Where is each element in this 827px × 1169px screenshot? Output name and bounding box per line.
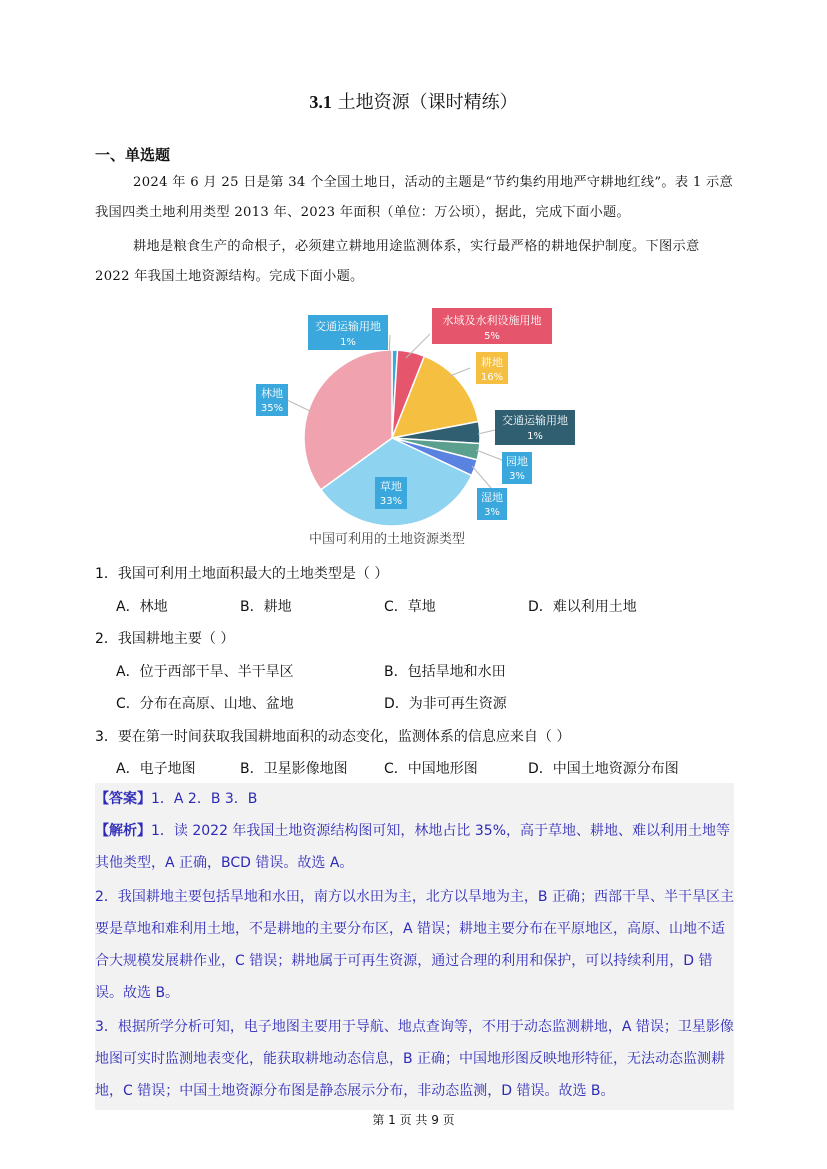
label-text: 湿地: [481, 491, 503, 504]
label-text: 园地: [506, 455, 528, 468]
question-2-option-c[interactable]: C．分布在高原、山地、盆地: [116, 696, 294, 712]
page-footer: 第 1 页 共 9 页: [372, 1113, 455, 1127]
label-pct: 3%: [484, 507, 500, 518]
analysis-3: 3．根据所学分析可知，电子地图主要用于导航、地点查询等，不用于动态监测耕地，A 错误；卫星影像地图可实时监测地表变化，能获取耕地动态信息，B 正确；中国地形图反映地形特征，无法动态监测耕地，C 错误；中国土地资源分布图是静态展示分布，非动态监测，D 错误。故选 B。: [95, 1019, 734, 1099]
label-pct: 16%: [480, 372, 504, 383]
answer-line: [95, 783, 735, 815]
leader-line: [450, 368, 470, 376]
question-1-option-b[interactable]: B．耕地: [240, 599, 292, 615]
question-3-stem: 3．要在第一时间获取我国耕地面积的动态变化，监测体系的信息应来自（ ）: [95, 729, 571, 745]
label-pct: 5%: [484, 331, 500, 342]
analysis-1-text: 1．读 2022 年我国土地资源结构图可知，林地占比 35%，高于草地、耕地、难以利用土地等其他类型，A 正确，BCD 错误。故选 A。: [95, 823, 731, 871]
label-grassland: [375, 477, 407, 509]
answer-tag: 【答案】: [95, 791, 151, 807]
label-text: 交通运输用地: [315, 320, 381, 333]
question-3-option-b[interactable]: B．卫星影像地图: [240, 761, 348, 777]
analysis-tag: 【解析】: [95, 823, 151, 839]
label-pct: 3%: [509, 471, 525, 482]
pie-chart: [240, 300, 600, 552]
label-orchard: [502, 452, 532, 484]
title-text: 土地资源（课时精练）: [331, 92, 518, 113]
title-number: 3.1: [309, 92, 332, 112]
question-1-option-d[interactable]: D．难以利用土地: [528, 599, 637, 615]
label-pct: 35%: [260, 403, 284, 414]
question-3-option-c[interactable]: C．中国地形图: [384, 761, 478, 777]
answer-text: 1．A 2．B 3．B: [151, 791, 258, 807]
label-cropland: [476, 352, 508, 384]
label-water: [432, 308, 552, 344]
label-transport-right: [495, 410, 575, 445]
question-2-option-a[interactable]: A．位于西部干旱、半干旱区: [116, 664, 294, 680]
label-text: 草地: [380, 480, 402, 493]
question-3-option-d[interactable]: D．中国土地资源分布图: [528, 761, 679, 777]
label-text: 水域及水利设施用地: [442, 314, 542, 327]
analysis-2: 2．我国耕地主要包括旱地和水田，南方以水田为主，北方以旱地为主，B 正确；西部干旱、半干旱区主要是草地和难利用土地，不是耕地的主要分布区，A 错误；耕地主要分布在平原地区，高原、山地不适合大规模发展耕作业，C 错误；耕地属于可再生资源，通过合理的利用和保护，可以持续利用，D 错误。故选 B。: [95, 889, 734, 1001]
question-1-stem: 1．我国可利用土地面积最大的土地类型是（ ）: [95, 566, 389, 582]
question-2-stem: 2．我国耕地主要（ ）: [95, 631, 235, 647]
question-3-option-a[interactable]: A．电子地图: [116, 761, 196, 777]
leader-line: [476, 450, 502, 460]
label-text: 交通运输用地: [502, 414, 568, 427]
page-title: [0, 88, 827, 114]
label-pct: 1%: [527, 431, 543, 442]
label-text: 林地: [261, 387, 283, 400]
analysis-1: [95, 815, 735, 879]
intro-paragraph-1: 2024 年 6 月 25 日是第 34 个全国土地日，活动的主题是“节约集约用地严守耕地红线”。表 1 示意我国四类土地利用类型 2013 年、2023 年面积（单位：万公顷），据此，完成下面小题。: [95, 175, 733, 220]
section-heading: 一、单选题: [95, 146, 171, 164]
question-1-option-c[interactable]: C．草地: [384, 599, 436, 615]
question-1-option-a[interactable]: A．林地: [116, 599, 168, 615]
label-wetland: [477, 488, 507, 520]
label-transport-top: [308, 315, 388, 350]
label-pct: 33%: [379, 496, 403, 507]
question-2-option-b[interactable]: B．包括旱地和水田: [384, 664, 506, 680]
leader-line: [287, 400, 312, 412]
chart-title: 中国可利用的土地资源类型: [308, 532, 466, 547]
label-forest: [256, 384, 288, 416]
label-pct: 1%: [340, 337, 356, 348]
question-2-option-d[interactable]: D．为非可再生资源: [384, 696, 507, 712]
intro-paragraph-2: 耕地是粮食生产的命根子，必须建立耕地用途监测体系，实行最严格的耕地保护制度。下图示意 2022 年我国土地资源结构。完成下面小题。: [95, 239, 700, 284]
label-text: 耕地: [481, 356, 503, 369]
